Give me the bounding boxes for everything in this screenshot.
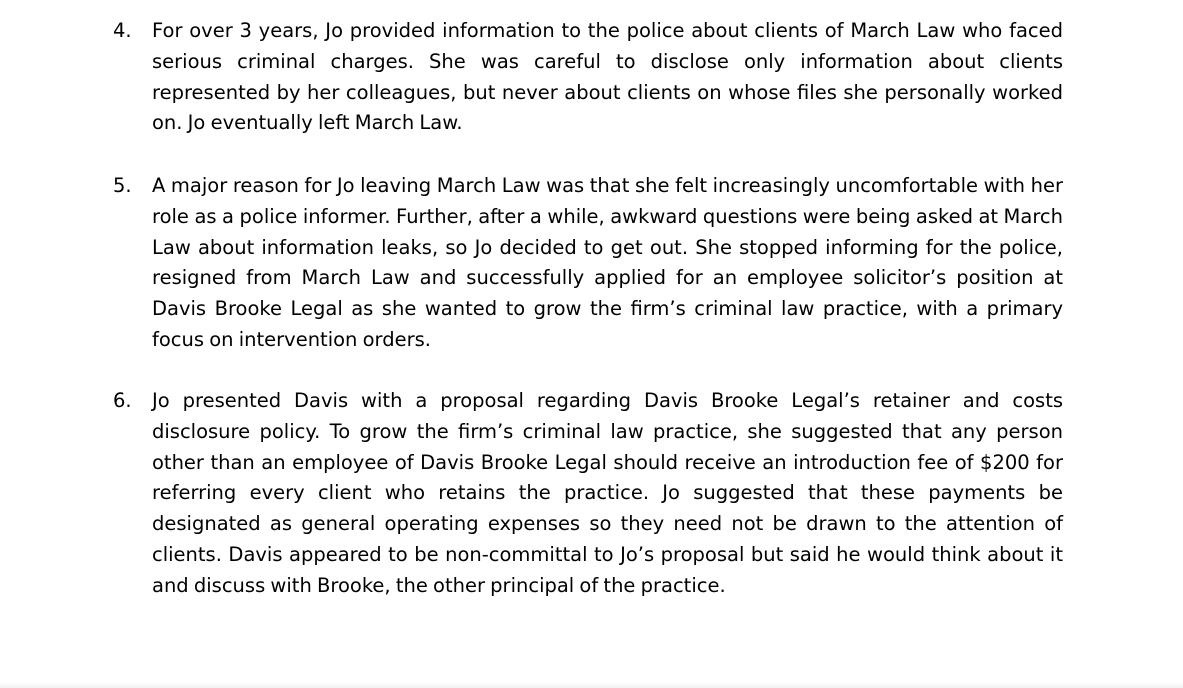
paragraph-number: 6. — [113, 389, 132, 412]
page-bottom-edge — [0, 682, 1183, 688]
paragraph-6 — [113, 386, 1063, 602]
paragraph-number: 4. — [113, 19, 132, 42]
paragraph-text: Jo presented Davis with a proposal regarding Davis Brooke Legal’s retainer and costs disclosure policy. To grow the firm’s criminal law practice, she suggested that any person other than an employee of Davis Brooke Legal should receive an introduction fee of $200 for referring every client who retains the practice. Jo suggested that these payments be designated as general operating expenses so they need not be drawn to the attention of clients. Davis appeared to be non-committal to Jo’s proposal but said he would think about it and discuss with Brooke, the other principal of the practice. — [152, 389, 1063, 597]
paragraph-number: 5. — [113, 174, 132, 197]
paragraph-text: For over 3 years, Jo provided information to the police about clients of March Law who faced serious criminal charges. She was careful to disclose only information about clients represented by her colleagues, but never about clients on whose files she personally worked on. Jo eventually left March Law. — [152, 19, 1063, 135]
paragraph-5 — [113, 171, 1063, 356]
paragraph-4 — [113, 16, 1063, 139]
paragraph-text: A major reason for Jo leaving March Law was that she felt increasingly uncomfortable with her role as a police informer. Further, after a while, awkward questions were being asked at March Law about information leaks, so Jo decided to get out. She stopped informing for the police, resigned from March Law and successfully applied for an employee solicitor’s position at Davis Brooke Legal as she wanted to grow the firm’s criminal law practice, with a primary focus on intervention orders. — [152, 174, 1063, 351]
